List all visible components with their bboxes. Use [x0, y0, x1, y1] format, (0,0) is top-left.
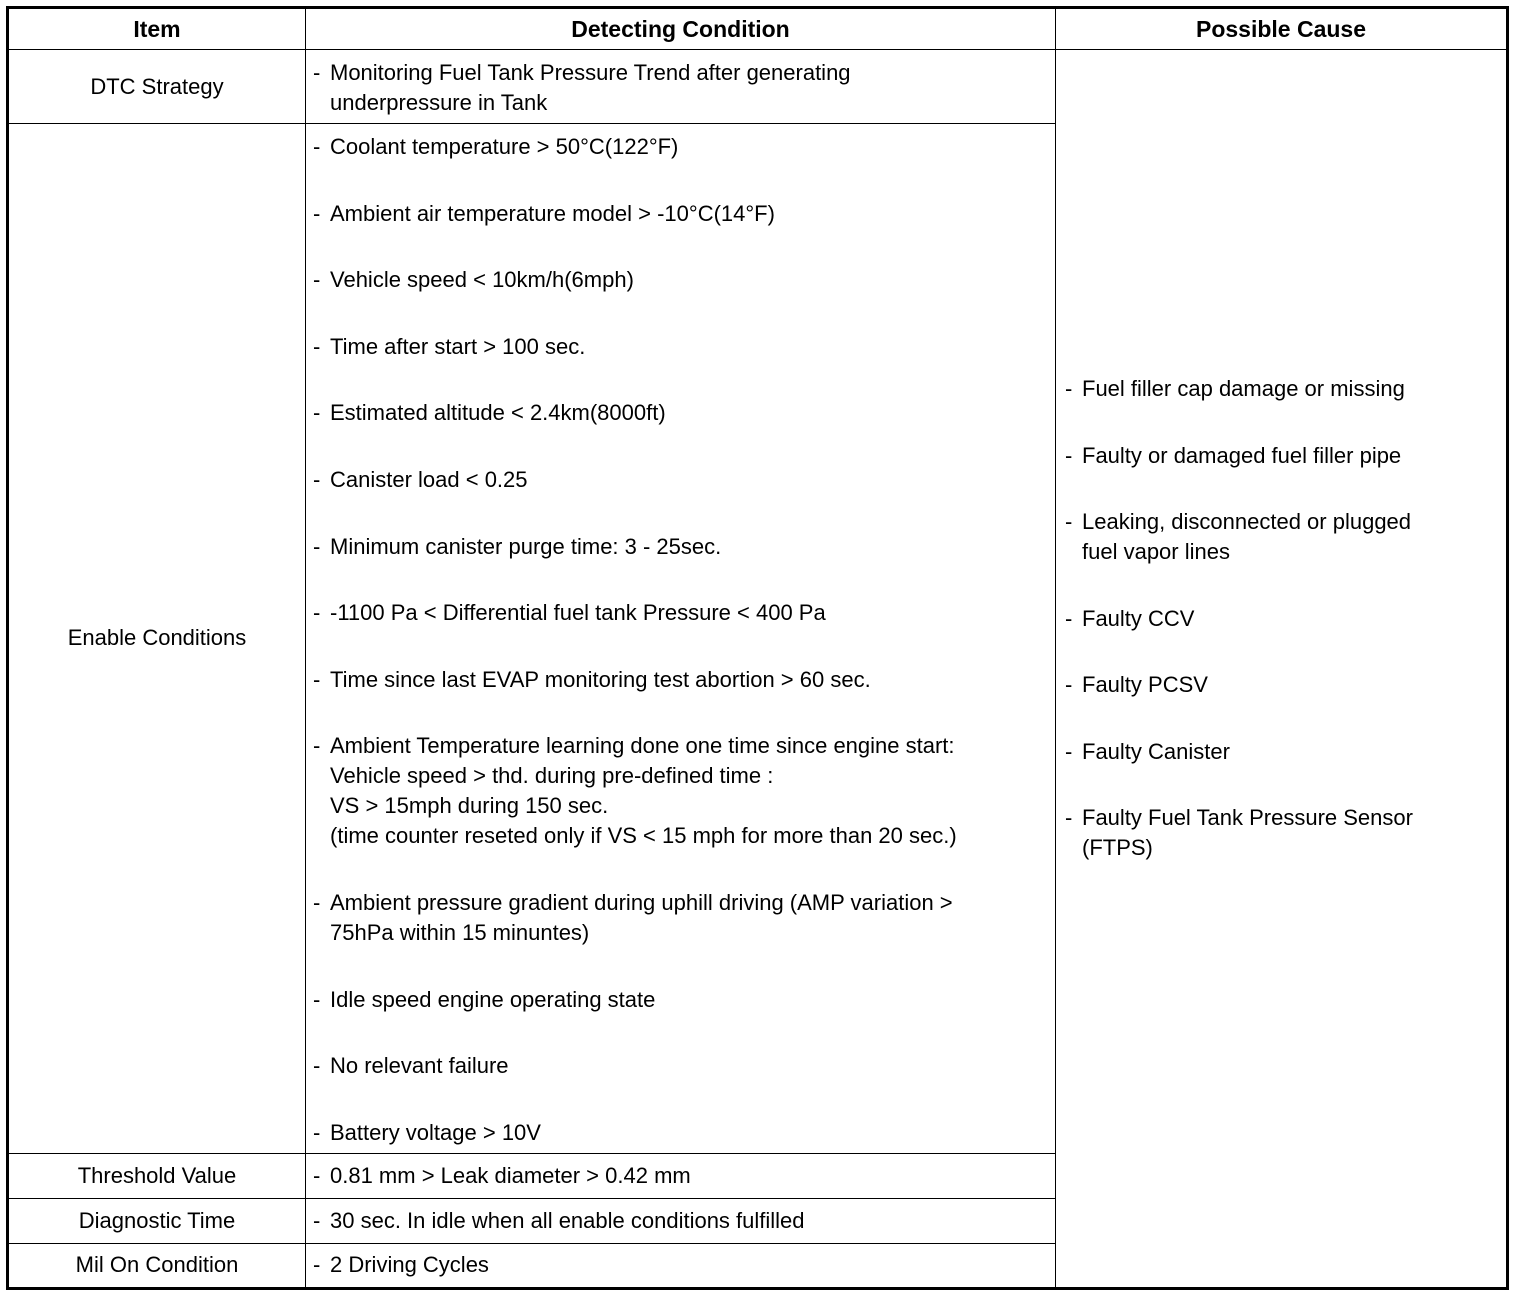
possible-cause-cell	[1056, 50, 1508, 1289]
condition-item: - 0.81 mm > Leak diameter > 0.42 mm	[312, 1161, 1049, 1191]
condition-item: - Ambient Temperature learning done one time since engine start: Vehicle speed > thd. during pre-defined time : VS > 15mph during 150 sec. (time counter reseted only if VS < 15 mph for more than 20 sec.)	[312, 731, 1049, 851]
condition-item: - Coolant temperature > 50°C(122°F)	[312, 132, 1049, 162]
cause-item: - Faulty PCSV	[1064, 670, 1498, 700]
item-threshold-value: Threshold Value	[8, 1153, 306, 1198]
condition-item: - Idle speed engine operating state	[312, 985, 1049, 1015]
item-mil-on-condition: Mil On Condition	[8, 1243, 306, 1288]
condition-list	[312, 1206, 1049, 1236]
row-dtc-strategy	[8, 50, 1508, 124]
item-diagnostic-time: Diagnostic Time	[8, 1198, 306, 1243]
condition-item: - Monitoring Fuel Tank Pressure Trend after generating underpressure in Tank	[312, 58, 1049, 118]
cause-item: - Leaking, disconnected or plugged fuel vapor lines	[1064, 507, 1498, 567]
header-item: Item	[8, 8, 306, 50]
condition-list	[312, 124, 1049, 1148]
condition-item: - Estimated altitude < 2.4km(8000ft)	[312, 398, 1049, 428]
dtc-table	[6, 6, 1509, 1290]
condition-item: - 30 sec. In idle when all enable conditions fulfilled	[312, 1206, 1049, 1236]
condition-list	[312, 58, 1049, 118]
condition-diagnostic-time	[306, 1198, 1056, 1243]
item-dtc-strategy: DTC Strategy	[8, 50, 306, 124]
condition-dtc-strategy	[306, 50, 1056, 124]
condition-mil-on-condition	[306, 1243, 1056, 1288]
condition-item: - Time after start > 100 sec.	[312, 332, 1049, 362]
header-row	[8, 8, 1508, 50]
condition-item: - No relevant failure	[312, 1051, 1049, 1081]
condition-enable-conditions	[306, 124, 1056, 1154]
cause-item: - Faulty CCV	[1064, 604, 1498, 634]
condition-item: - Minimum canister purge time: 3 - 25sec.	[312, 532, 1049, 562]
cause-item: - Faulty Fuel Tank Pressure Sensor (FTPS)	[1064, 803, 1498, 863]
condition-item: - Canister load < 0.25	[312, 465, 1049, 495]
condition-list	[312, 1250, 1049, 1280]
condition-item: - Battery voltage > 10V	[312, 1118, 1049, 1148]
cause-item: - Faulty Canister	[1064, 737, 1498, 767]
condition-threshold-value	[306, 1153, 1056, 1198]
condition-list	[312, 1161, 1049, 1191]
condition-item: - 2 Driving Cycles	[312, 1250, 1049, 1280]
cause-item: - Fuel filler cap damage or missing	[1064, 374, 1498, 404]
header-possible-cause: Possible Cause	[1056, 8, 1508, 50]
condition-item: - Ambient pressure gradient during uphill driving (AMP variation > 75hPa within 15 minuntes)	[312, 888, 1049, 948]
condition-item: - Ambient air temperature model > -10°C(14°F)	[312, 199, 1049, 229]
condition-item: - -1100 Pa < Differential fuel tank Pressure < 400 Pa	[312, 598, 1049, 628]
condition-item: - Vehicle speed < 10km/h(6mph)	[312, 265, 1049, 295]
header-detecting-condition: Detecting Condition	[306, 8, 1056, 50]
condition-item: - Time since last EVAP monitoring test abortion > 60 sec.	[312, 665, 1049, 695]
item-enable-conditions: Enable Conditions	[8, 124, 306, 1154]
possible-cause-list	[1064, 374, 1498, 863]
cause-item: - Faulty or damaged fuel filler pipe	[1064, 441, 1498, 471]
